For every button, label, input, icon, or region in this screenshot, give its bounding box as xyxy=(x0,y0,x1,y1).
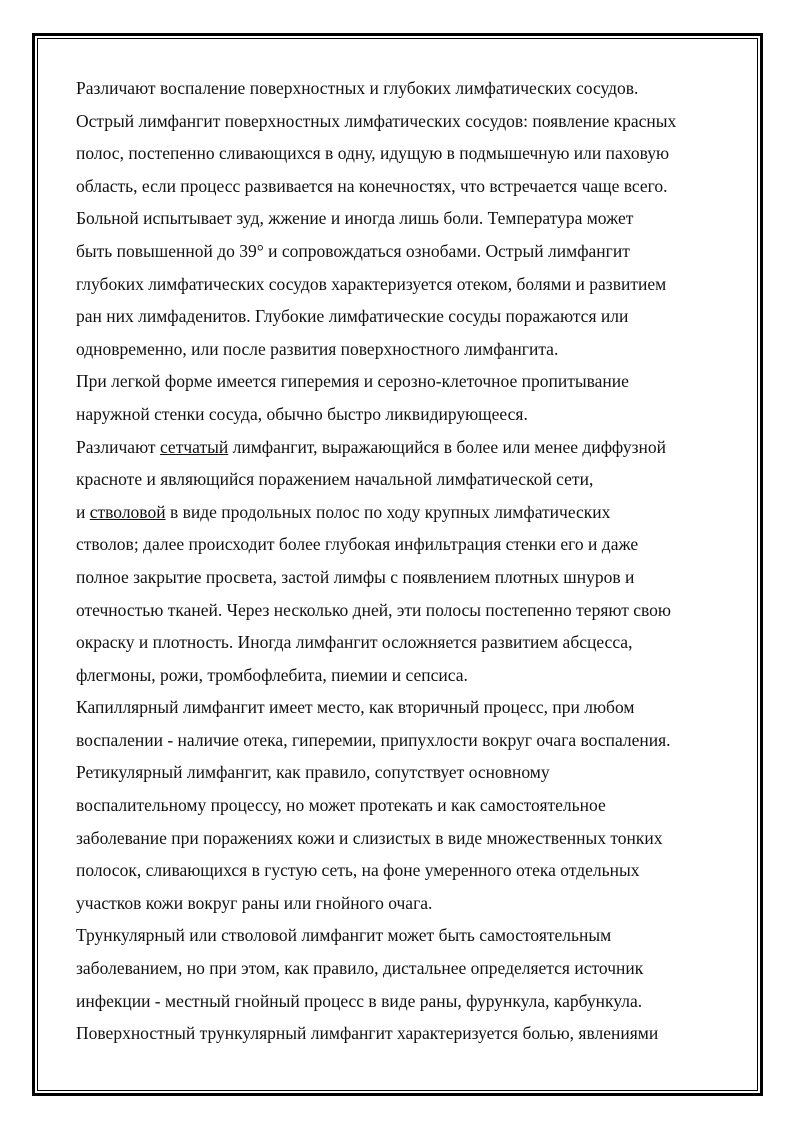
text-line: полное закрытие просвета, застой лимфы с появлением плотных шнуров и xyxy=(76,566,635,587)
text-line: красноте и являющийся поражением начальной лимфатической сети, xyxy=(76,469,594,490)
text-line: Острый лимфангит поверхностных лимфатических сосудов: появление красных xyxy=(76,110,677,131)
text-line: участков кожи вокруг раны или гнойного очага. xyxy=(76,892,433,913)
text-line: Больной испытывает зуд, жжение и иногда лишь боли. Температура может xyxy=(76,208,634,229)
text-line: Трункулярный или стволовой лимфангит может быть самостоятельным xyxy=(76,925,612,946)
link-setchatyi[interactable]: сетчатый xyxy=(159,436,229,457)
text-fragment: и xyxy=(76,501,90,522)
link-stvolovoi[interactable]: стволовой xyxy=(89,501,166,522)
text-line xyxy=(76,496,736,529)
text-line: При легкой форме имеется гиперемия и серозно-клеточное пропитывание xyxy=(76,371,629,392)
text-line: полосок, сливающихся в густую сеть, на фоне умеренного отека отдельных xyxy=(76,860,640,881)
text-fragment: в виде продольных полос по ходу крупных лимфатических xyxy=(165,501,611,522)
text-line: заболеванием, но при этом, как правило, дистальнее определяется источник xyxy=(76,958,644,979)
text-line: отечностью тканей. Через несколько дней, эти полосы постепенно теряют свою xyxy=(76,599,671,620)
text-line: флегмоны, рожи, тромбофлебита, пиемии и сепсиса. xyxy=(76,664,468,685)
text-fragment: лимфангит, выражающийся в более или менее диффузной xyxy=(228,436,666,457)
text-line: область, если процесс развивается на конечностях, что встречается чаще всего. xyxy=(76,175,668,196)
text-line: стволов; далее происходит более глубокая инфильтрация стенки его и даже xyxy=(76,534,639,555)
text-line: Капиллярный лимфангит имеет место, как вторичный процесс, при любом xyxy=(76,697,635,718)
document-body xyxy=(76,72,736,1050)
text-line: полос, постепенно сливающихся в одну, идущую в подмышечную или паховую xyxy=(76,143,670,164)
text-line: окраску и плотность. Иногда лимфангит осложняется развитием абсцесса, xyxy=(76,632,633,653)
text-line: Различают воспаление поверхностных и глубоких лимфатических сосудов. xyxy=(76,78,639,98)
text-line: воспалительному процессу, но может протекать и как самостоятельное xyxy=(76,795,606,816)
text-line: наружной стенки сосуда, обычно быстро ликвидирующееся. xyxy=(76,403,528,424)
text-line: ран них лимфаденитов. Глубокие лимфатические сосуды поражаются или xyxy=(76,306,629,327)
text-line xyxy=(76,431,736,464)
text-line: инфекции - местный гнойный процесс в виде раны, фурункула, карбункула. xyxy=(76,990,643,1011)
text-line: быть повышенной до 39° и сопровождаться ознобами. Острый лимфангит xyxy=(76,240,630,261)
text-fragment: Различают xyxy=(76,436,160,457)
text-line: воспалении - наличие отека, гиперемии, припухлости вокруг очага воспаления. xyxy=(76,729,671,750)
text-line: одновременно, или после развития поверхностного лимфангита. xyxy=(76,338,559,359)
text-line: заболевание при поражениях кожи и слизистых в виде множественных тонких xyxy=(76,827,663,848)
text-line: глубоких лимфатических сосудов характеризуется отеком, болями и развитием xyxy=(76,273,667,294)
text-line: Ретикулярный лимфангит, как правило, сопутствует основному xyxy=(76,762,550,783)
text-line: Поверхностный трункулярный лимфангит характеризуется болью, явлениями xyxy=(76,1023,659,1044)
